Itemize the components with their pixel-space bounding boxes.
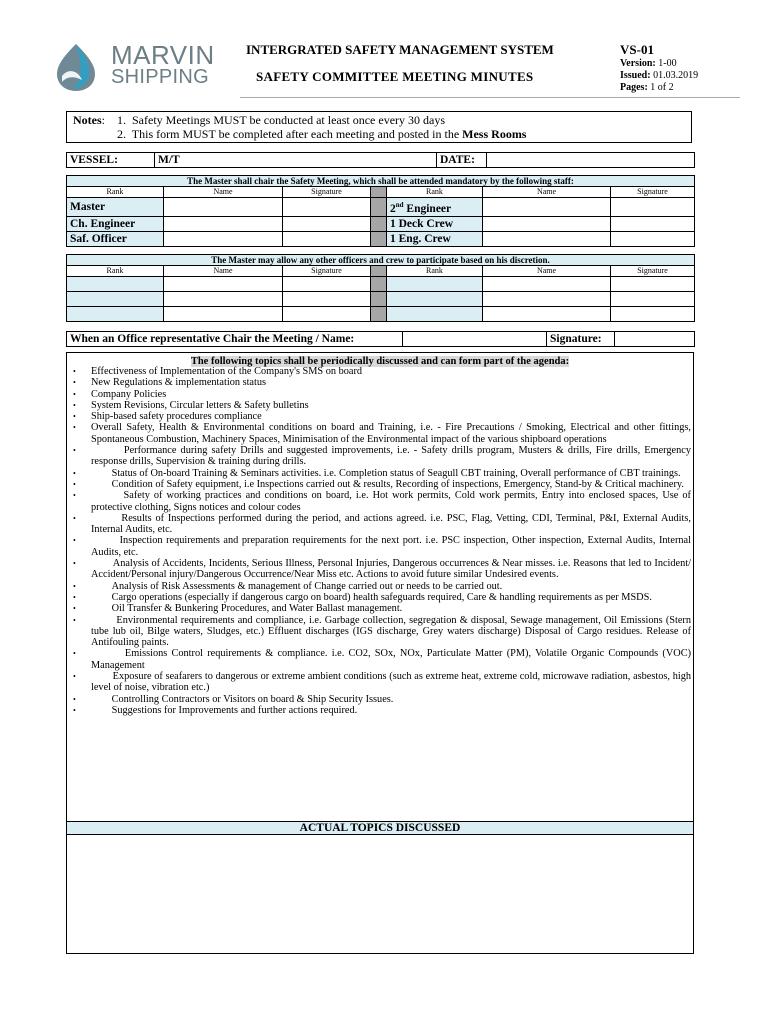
agenda-title-row xyxy=(67,353,693,366)
vessel-label: VESSEL: xyxy=(67,153,155,168)
signature-field[interactable] xyxy=(611,198,695,217)
name-field[interactable] xyxy=(483,198,611,217)
rank-safety-officer: Saf. Officer xyxy=(67,231,164,246)
signature-field[interactable] xyxy=(283,231,371,246)
agenda-title: The following topics shall be periodically discussed and can form part of the agenda: xyxy=(190,356,570,367)
col-signature: Signature xyxy=(283,187,371,198)
office-chair-label: When an Office representative Chair the Meeting / Name: xyxy=(67,332,403,347)
name-field[interactable] xyxy=(164,198,283,217)
agenda-topics-list xyxy=(67,366,693,716)
pages-label: Pages: xyxy=(620,82,648,93)
column-separator xyxy=(371,292,387,307)
list-item: • Performance during safety Drills and suggested improvements, i.e. - Safety drills program, Musters & drills, Fire drills, Emergency response drills, Supervision & training during drills. xyxy=(67,445,693,468)
version-value: 1-00 xyxy=(658,58,677,69)
list-item: • Overall Safety, Health & Environmental conditions on board and Training, i.e. - Fire Precautions / Smoking, Electrical and other fittings, Spontaneous Combustion, Machinery Spaces, Minimisation of the Environmental impact of the various shipboard operations xyxy=(67,422,693,445)
column-separator xyxy=(371,187,387,198)
mandatory-title: The Master shall chair the Safety Meeting, which shall be attended mandatory by the following staff: xyxy=(67,176,695,187)
rank-field[interactable] xyxy=(67,292,164,307)
actual-topics-header: ACTUAL TOPICS DISCUSSED xyxy=(66,821,694,835)
list-item: • Environmental requirements and compliance, i.e. Garbage collection, segregation & disposal, Sewage management, Oil Emissions (Stern tube lub oil, Bilge waters, Sludges, etc.) Effluent discharges (IGS discharge, Grey waters discharge) Disposal of Cargo residues. Release of Antifouling paints. xyxy=(67,615,693,649)
name-field[interactable] xyxy=(164,292,283,307)
rank-field[interactable] xyxy=(387,292,483,307)
issued-label: Issued: xyxy=(620,70,651,81)
column-separator xyxy=(371,277,387,292)
signature-field[interactable] xyxy=(283,292,371,307)
list-item: • Effectiveness of Implementation of the Company's SMS on board xyxy=(67,366,693,377)
rank-field[interactable] xyxy=(67,307,164,322)
column-separator xyxy=(371,198,387,217)
signature-field[interactable] xyxy=(611,292,695,307)
col-name: Name xyxy=(483,187,611,198)
list-item: • Controlling Contractors or Visitors on board & Ship Security Issues. xyxy=(67,694,693,705)
col-name: Name xyxy=(164,266,283,277)
list-item: • Oil Transfer & Bunkering Procedures, and Water Ballast management. xyxy=(67,603,693,614)
company-logo xyxy=(53,42,223,92)
col-name: Name xyxy=(164,187,283,198)
list-item: • Safety of working practices and conditions on board, i.e. Hot work permits, Cold work permits, Entry into enclosed spaces, Use of protective clothing, Signs notices and colour codes xyxy=(67,490,693,513)
rank-field[interactable] xyxy=(67,277,164,292)
mandatory-attendance-table xyxy=(66,175,695,247)
note-2: 2. This form MUST be completed after each meeting and posted in the Mess Rooms xyxy=(117,127,527,141)
col-rank: Rank xyxy=(67,187,164,198)
vessel-field[interactable]: M/T xyxy=(155,153,437,168)
signature-field[interactable] xyxy=(611,231,695,246)
list-item: • Condition of Safety equipment, i.e Inspections carried out & results, Recording of inspections, Emergency, Stand-by & Critical machinery. xyxy=(67,479,693,490)
pages-line xyxy=(620,82,674,93)
document-title: SAFETY COMMITTEE MEETING MINUTES xyxy=(256,69,534,84)
system-title: INTERGRATED SAFETY MANAGEMENT SYSTEM xyxy=(246,42,554,57)
signature-field[interactable] xyxy=(611,216,695,231)
col-signature: Signature xyxy=(283,266,371,277)
list-item: • Analysis of Risk Assessments & management of Change carried out or needs to be carried out. xyxy=(67,581,693,592)
doc-code: VS-01 xyxy=(620,42,654,57)
list-item: • Cargo operations (especially if dangerous cargo on board) health safeguards required, Care & handling requirements as per MSDS. xyxy=(67,592,693,603)
signature-field[interactable] xyxy=(283,198,371,217)
col-rank: Rank xyxy=(387,266,483,277)
list-item: • New Regulations & implementation status xyxy=(67,377,693,388)
date-label: DATE: xyxy=(437,153,487,168)
pages-value: 1 of 2 xyxy=(650,82,674,93)
optional-title: The Master may allow any other officers and crew to participate based on his discretion. xyxy=(67,255,695,266)
header-rule xyxy=(240,97,740,98)
signature-field[interactable] xyxy=(611,307,695,322)
version-line xyxy=(620,58,677,69)
rank-field[interactable] xyxy=(387,277,483,292)
list-item: • Exposure of seafarers to dangerous or extreme ambient conditions (such as extreme heat, extreme cold, microwave radiation, asbestos, high level of noise, vibration etc.) xyxy=(67,671,693,694)
list-item: • System Revisions, Circular letters & Safety bulletins xyxy=(67,400,693,411)
name-field[interactable] xyxy=(483,216,611,231)
office-representative-table xyxy=(66,331,695,347)
list-item: • Suggestions for Improvements and further actions required. xyxy=(67,705,693,716)
name-field[interactable] xyxy=(483,231,611,246)
notes-box xyxy=(66,111,692,143)
list-item: • Analysis of Accidents, Incidents, Serious Illness, Personal Injuries, Dangerous occurrences & Near misses. i.e. Reasons that led to Incident/ Accident/Personal injury/Dangerous Occurrence/Near Miss etc. Actions to avoid future similar Undesired events. xyxy=(67,558,693,581)
col-rank: Rank xyxy=(67,266,164,277)
column-separator xyxy=(371,266,387,277)
column-separator xyxy=(371,307,387,322)
signature-field[interactable] xyxy=(283,307,371,322)
issued-value: 01.03.2019 xyxy=(653,70,699,81)
column-separator xyxy=(371,231,387,246)
list-item: • Ship-based safety procedures compliance xyxy=(67,411,693,422)
rank-master: Master xyxy=(67,198,164,217)
office-signature-field[interactable] xyxy=(615,332,695,347)
logo-text-marvin: MARVIN xyxy=(111,40,215,70)
col-signature: Signature xyxy=(611,266,695,277)
name-field[interactable] xyxy=(164,307,283,322)
list-item: • Results of Inspections performed during the period, and actions agreed. i.e. PSC, Flag, Vetting, CDI, Terminal, P&I, External Audits, Internal Audits, etc. xyxy=(67,513,693,536)
list-item: • Inspection requirements and preparation requirements for the next port. i.e. PSC inspection, Other inspection, External Audits, Internal Audits, etc. xyxy=(67,535,693,558)
actual-topics-field[interactable] xyxy=(66,835,694,954)
name-field[interactable] xyxy=(483,307,611,322)
rank-deck-crew: 1 Deck Crew xyxy=(387,216,483,231)
logo-text-shipping: SHIPPING xyxy=(111,66,209,88)
col-rank: Rank xyxy=(387,187,483,198)
rank-second-engineer: 2nd Engineer xyxy=(387,198,483,217)
name-field[interactable] xyxy=(164,231,283,246)
signature-field[interactable] xyxy=(283,216,371,231)
note-1: 1. Safety Meetings MUST be conducted at least once every 30 days xyxy=(117,113,446,127)
name-field[interactable] xyxy=(164,277,283,292)
vessel-date-table xyxy=(66,152,695,168)
name-field[interactable] xyxy=(483,277,611,292)
list-item: • Status of On-board Training & Seminars activities. i.e. Completion status of Seagull CBT training, Overall performance of CBT trainings. xyxy=(67,468,693,479)
office-signature-label: Signature: xyxy=(547,332,615,347)
notes-label: Notes: xyxy=(73,113,106,127)
rank-chief-engineer: Ch. Engineer xyxy=(67,216,164,231)
column-separator xyxy=(371,216,387,231)
rank-eng-crew: 1 Eng. Crew xyxy=(387,231,483,246)
col-name: Name xyxy=(483,266,611,277)
version-label: Version: xyxy=(620,58,656,69)
name-field[interactable] xyxy=(483,292,611,307)
name-field[interactable] xyxy=(164,216,283,231)
signature-field[interactable] xyxy=(283,277,371,292)
issued-line xyxy=(620,70,698,81)
office-name-field[interactable] xyxy=(403,332,547,347)
optional-attendance-table xyxy=(66,254,695,322)
list-item: • Company Policies xyxy=(67,389,693,400)
drop-logo-icon xyxy=(53,42,99,92)
date-field[interactable] xyxy=(487,153,695,168)
signature-field[interactable] xyxy=(611,277,695,292)
col-signature: Signature xyxy=(611,187,695,198)
rank-field[interactable] xyxy=(387,307,483,322)
list-item: • Emissions Control requirements & compliance. i.e. CO2, SOx, NOx, Particulate Matter (PM), Volatile Organic Compounds (VOC) Management xyxy=(67,648,693,671)
